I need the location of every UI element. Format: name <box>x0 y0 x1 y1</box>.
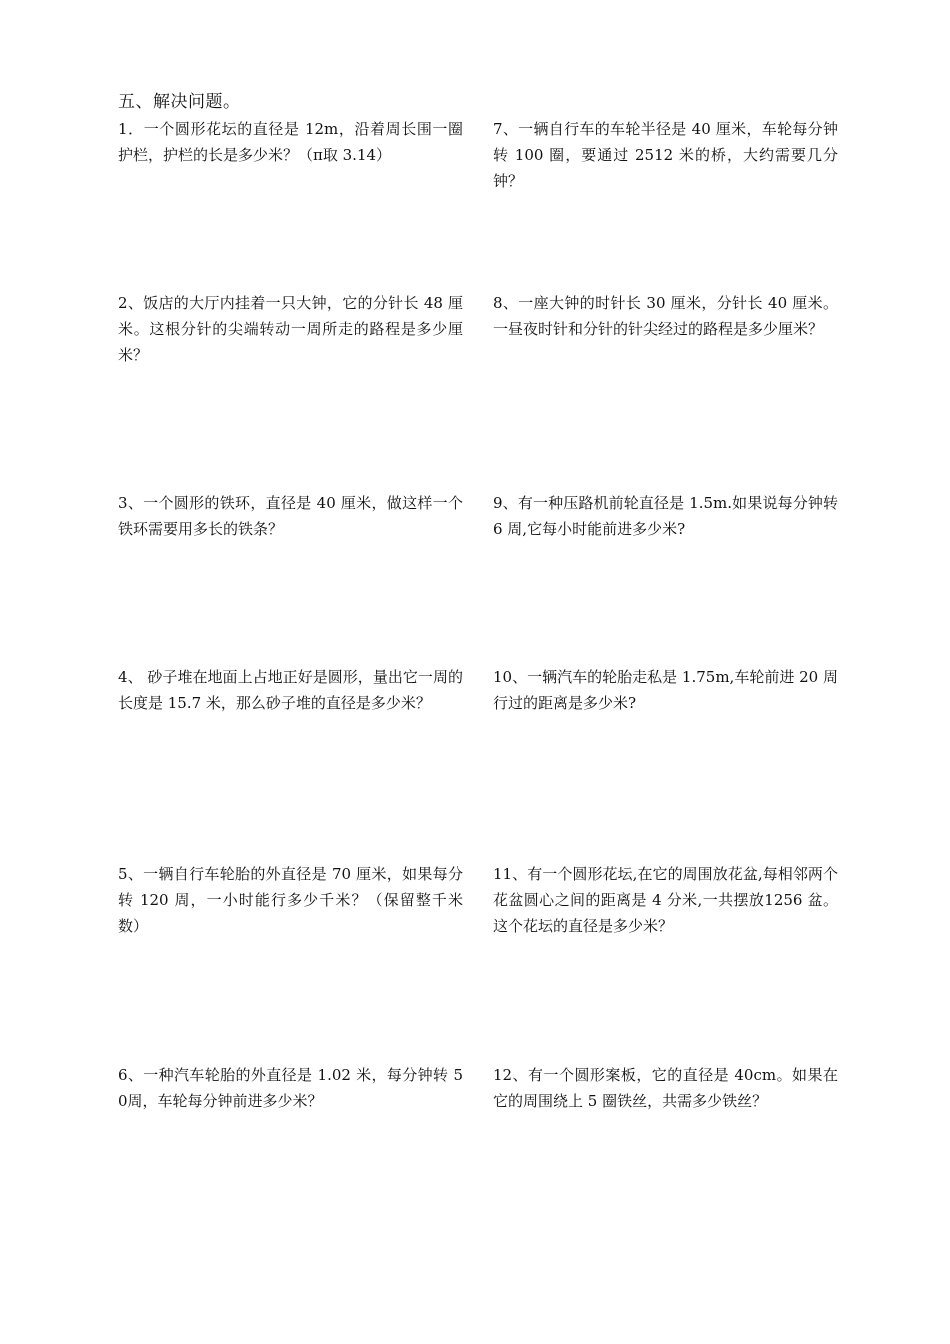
problem-10: 10、一辆汽车的轮胎走私是 1.75m,车轮前进 20 周行过的距离是多少米? <box>493 668 838 712</box>
problem-7: 7、一辆自行车的车轮半径是 40 厘米，车轮每分钟转 100 圈，要通过 2512 米的桥，大约需要几分钟？ <box>493 120 838 190</box>
problem-6: 6、一种汽车轮胎的外直径是 1.02 米，每分钟转 50周，车轮每分钟前进多少米？ <box>118 1066 463 1110</box>
problem-1: 1．一个圆形花坛的直径是 12m，沿着周长围一圈护栏，护栏的长是多少米？（π取 3.14） <box>118 120 463 164</box>
problem-3: 3、一个圆形的铁环，直径是 40 厘米，做这样一个铁环需要用多长的铁条？ <box>118 494 463 538</box>
problem-9: 9、有一种压路机前轮直径是 1.5m.如果说每分钟转 6 周,它每小时能前进多少米? <box>493 494 838 538</box>
problem-8: 8、一座大钟的时针长 30 厘米，分针长 40 厘米。一昼夜时针和分针的针尖经过的路程是多少厘米？ <box>493 294 838 338</box>
problem-11: 11、有一个圆形花坛,在它的周围放花盆,每相邻两个花盆圆心之间的距离是 4 分米,一共摆放1256 盆。这个花坛的直径是多少米？ <box>493 865 838 935</box>
problem-5: 5、一辆自行车轮胎的外直径是 70 厘米，如果每分转 120 周，一小时能行多少千米？（保留整千米数） <box>118 865 463 935</box>
problem-4: 4、 砂子堆在地面上占地正好是圆形，量出它一周的长度是 15.7 米，那么砂子堆的直径是多少米？ <box>118 668 463 712</box>
section-title: 五、解决问题。 <box>118 92 241 112</box>
problem-12: 12、有一个圆形案板，它的直径是 40cm。如果在它的周围绕上 5 圈铁丝，共需多少铁丝？ <box>493 1066 838 1110</box>
problem-2: 2、饭店的大厅内挂着一只大钟，它的分针长 48 厘米。这根分针的尖端转动一周所走的路程是多少厘米？ <box>118 294 463 364</box>
